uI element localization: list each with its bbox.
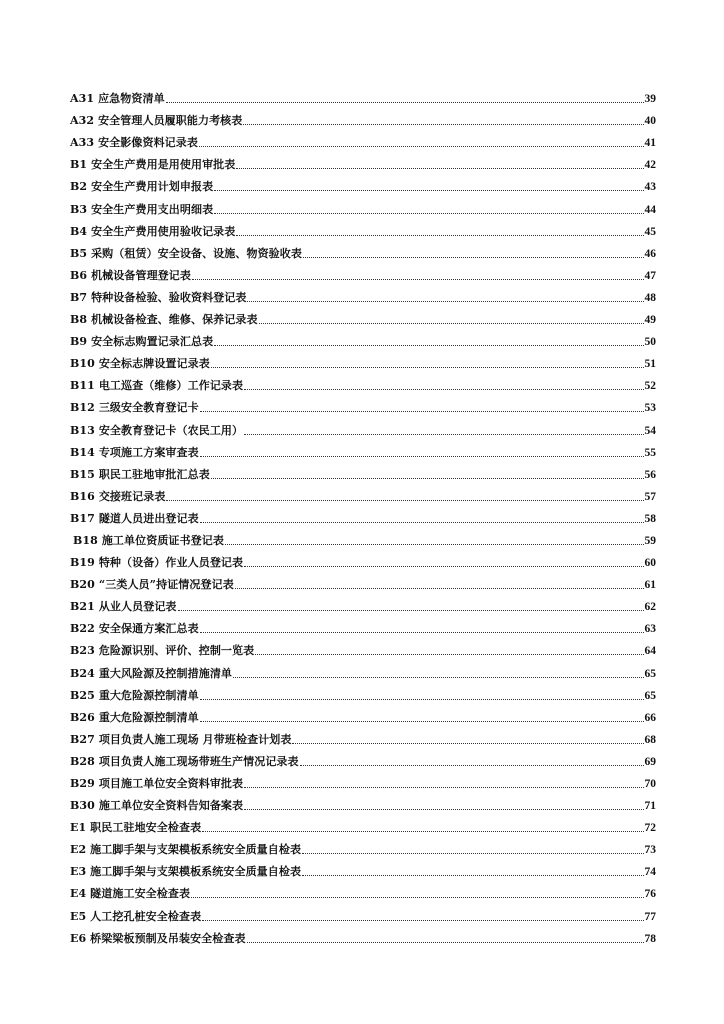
toc-dot-leader (233, 676, 643, 678)
toc-entry[interactable] (70, 924, 656, 946)
toc-dot-leader (200, 410, 644, 412)
toc-dot-leader (236, 167, 643, 169)
toc-dot-leader (211, 366, 644, 368)
toc-dot-leader (166, 499, 643, 501)
toc-entry[interactable] (70, 305, 656, 327)
toc-entry-title: B29 项目施工单位安全资料审批表 (70, 777, 244, 790)
toc-entry-title: B3 安全生产费用支出明细表 (70, 202, 214, 216)
toc-entry-page: 49 (644, 314, 656, 327)
toc-entry-title: B28 项目负责人施工现场带班生产情况记录表 (70, 754, 299, 768)
toc-entry-page: 70 (644, 778, 656, 790)
toc-entry-page: 76 (644, 888, 656, 901)
toc-dot-leader (200, 631, 644, 633)
toc-entry-page: 68 (644, 733, 656, 746)
toc-entry[interactable] (70, 548, 656, 570)
toc-entry[interactable] (70, 438, 656, 460)
toc-entry[interactable] (70, 857, 656, 879)
toc-entry[interactable] (70, 415, 656, 437)
toc-entry[interactable] (70, 835, 656, 857)
toc-entry[interactable] (70, 681, 656, 703)
toc-dot-leader (302, 852, 643, 854)
toc-entry-page: 78 (644, 932, 656, 945)
toc-dot-leader (200, 720, 644, 722)
toc-dot-leader (200, 521, 644, 523)
toc-dot-leader (178, 609, 644, 611)
toc-entry-page: 47 (644, 269, 656, 282)
toc-dot-leader (259, 322, 644, 324)
toc-dot-leader (244, 808, 643, 810)
toc-entry[interactable] (70, 703, 656, 725)
toc-entry[interactable] (70, 747, 656, 769)
toc-entry[interactable] (70, 217, 656, 239)
toc-dot-leader (202, 919, 643, 921)
toc-dot-leader (236, 234, 643, 236)
toc-entry-title: A33 安全影像资料记录表 (70, 136, 198, 150)
toc-entry[interactable] (70, 658, 656, 680)
toc-entry-page: 65 (644, 667, 656, 680)
toc-entry-page: 74 (644, 866, 656, 879)
toc-entry-page: 57 (644, 490, 656, 503)
toc-dot-leader (244, 786, 643, 788)
toc-entry-page: 63 (644, 623, 656, 636)
toc-entry-title: E4 隧道施工安全检查表 (70, 887, 191, 901)
toc-entry-title: E6 桥梁梁板预制及吊装安全检查表 (70, 931, 246, 945)
toc-entry-title: B7 特种设备检验、验收资料登记表 (70, 290, 247, 304)
toc-dot-leader (303, 256, 644, 258)
toc-entry-page: 58 (644, 512, 656, 525)
toc-dot-leader (200, 698, 644, 700)
toc-entry-title: B19 特种（设备）作业人员登记表 (70, 556, 244, 570)
toc-entry[interactable] (70, 879, 656, 901)
toc-entry-title: B22 安全保通方案汇总表 (70, 622, 199, 636)
toc-entry-title: B17 隧道人员进出登记表 (70, 511, 199, 525)
toc-entry-title: B2 安全生产费用计划申报表 (70, 180, 214, 194)
toc-entry-page: 62 (644, 601, 656, 614)
toc-dot-leader (243, 123, 643, 125)
toc-entry-page: 54 (644, 424, 656, 437)
toc-entry-title: E2 施工脚手架与支架模板系统安全质量自检表 (70, 843, 302, 857)
toc-entry-title: B25 重大危险源控制清单 (70, 688, 199, 702)
toc-entry-title: B15 职民工驻地审批汇总表 (70, 467, 210, 481)
toc-dot-leader (214, 212, 643, 214)
toc-entry-page: 44 (644, 203, 656, 216)
toc-entry-page: 59 (644, 534, 656, 547)
toc-dot-leader (214, 189, 643, 191)
toc-entry-page: 42 (644, 159, 656, 172)
toc-entry-page: 72 (644, 822, 656, 835)
toc-entry-page: 73 (644, 844, 656, 857)
table-of-contents (70, 84, 656, 946)
toc-dot-leader (191, 896, 643, 898)
toc-entry-page: 39 (644, 93, 656, 106)
toc-entry-title: E5 人工挖孔桩安全检查表 (70, 909, 202, 923)
toc-entry-title: B18 施工单位资质证书登记表 (73, 533, 224, 547)
toc-entry-page: 41 (644, 137, 656, 150)
toc-dot-leader (166, 101, 644, 103)
toc-entry-title: B16 交接班记录表 (70, 489, 166, 503)
toc-entry[interactable] (70, 239, 656, 261)
toc-entry-title: E1 职民工驻地安全检查表 (70, 821, 202, 835)
toc-entry-title: B20 “三类人员”持证情况登记表 (70, 578, 234, 592)
toc-entry-title: B4 安全生产费用使用验收记录表 (70, 224, 236, 238)
toc-entry-page: 50 (644, 336, 656, 349)
toc-entry-page: 61 (644, 579, 656, 592)
toc-dot-leader (244, 565, 643, 567)
toc-entry[interactable] (70, 172, 656, 194)
toc-entry[interactable] (70, 283, 656, 305)
toc-entry[interactable] (70, 725, 656, 747)
toc-dot-leader (235, 587, 644, 589)
toc-entry[interactable] (70, 371, 656, 393)
toc-entry-title: B12 三级安全教育登记卡 (70, 401, 199, 415)
toc-entry-page: 55 (644, 446, 656, 459)
toc-dot-leader (214, 344, 643, 346)
toc-dot-leader (199, 145, 644, 147)
toc-entry[interactable] (70, 570, 656, 592)
toc-entry[interactable] (70, 636, 656, 658)
toc-entry[interactable] (70, 526, 656, 548)
toc-entry-title: B6 机械设备管理登记表 (70, 268, 191, 282)
toc-entry-title: B26 重大危险源控制清单 (70, 710, 199, 724)
toc-dot-leader (247, 941, 644, 943)
toc-entry-title: B9 安全标志购置记录汇总表 (70, 335, 214, 349)
toc-entry-title: B8 机械设备检查、维修、保养记录表 (70, 313, 258, 327)
toc-entry-page: 64 (644, 645, 656, 658)
toc-entry-title: B13 安全教育登记卡（农民工用） (70, 423, 244, 437)
toc-entry[interactable] (70, 194, 656, 216)
toc-entry[interactable] (70, 614, 656, 636)
toc-entry[interactable] (70, 813, 656, 835)
toc-entry-page: 71 (644, 800, 656, 813)
toc-entry[interactable] (70, 327, 656, 349)
toc-entry-title: B21 从业人员登记表 (70, 600, 177, 614)
toc-entry-page: 48 (644, 291, 656, 304)
toc-entry[interactable] (70, 128, 656, 150)
toc-entry-title: E3 施工脚手架与支架模板系统安全质量自检表 (70, 865, 302, 879)
toc-entry-title: B1 安全生产费用是用使用审批表 (70, 158, 236, 172)
toc-entry-title: A32 安全管理人员履职能力考核表 (70, 114, 243, 128)
toc-dot-leader (244, 433, 643, 435)
toc-entry-page: 45 (644, 225, 656, 238)
toc-entry[interactable] (70, 84, 656, 106)
toc-entry-title: B30 施工单位安全资料告知备案表 (70, 799, 244, 813)
toc-entry-page: 53 (644, 402, 656, 415)
toc-entry-title: B27 项目负责人施工现场 月带班检查计划表 (70, 732, 292, 746)
toc-entry[interactable] (70, 261, 656, 283)
toc-entry-page: 52 (644, 380, 656, 393)
toc-entry[interactable] (70, 106, 656, 128)
toc-entry-page: 40 (644, 115, 656, 128)
toc-entry-page: 51 (644, 358, 656, 371)
toc-entry[interactable] (70, 349, 656, 371)
toc-entry[interactable] (70, 592, 656, 614)
toc-dot-leader (255, 653, 643, 655)
toc-entry-page: 66 (644, 711, 656, 724)
toc-entry[interactable] (70, 482, 656, 504)
toc-entry-page: 56 (644, 468, 656, 481)
toc-dot-leader (202, 830, 643, 832)
toc-dot-leader (302, 874, 643, 876)
toc-entry-title: B11 电工巡查（维修）工作记录表 (70, 379, 244, 393)
toc-entry[interactable] (70, 393, 656, 415)
toc-entry-page: 65 (644, 689, 656, 702)
toc-dot-leader (244, 388, 643, 390)
toc-dot-leader (247, 300, 643, 302)
toc-entry-page: 77 (644, 910, 656, 923)
toc-entry-page: 46 (644, 247, 656, 260)
toc-entry-title: B23 危险源识别、评价、控制一览表 (70, 644, 255, 658)
toc-dot-leader (211, 477, 644, 479)
toc-entry-page: 69 (644, 755, 656, 768)
toc-dot-leader (225, 543, 644, 545)
toc-entry-title: A31 应急物资清单 (70, 92, 165, 106)
toc-entry[interactable] (70, 769, 656, 791)
toc-dot-leader (300, 764, 644, 766)
toc-dot-leader (292, 742, 643, 744)
toc-entry-title: B10 安全标志牌设置记录表 (70, 357, 210, 371)
toc-entry-page: 43 (644, 181, 656, 194)
toc-entry-page: 60 (644, 557, 656, 570)
toc-entry-title: B5 采购（租赁）安全设备、设施、物资验收表 (70, 246, 302, 260)
toc-entry[interactable] (70, 460, 656, 482)
toc-entry-title: B24 重大风险源及控制措施清单 (70, 666, 233, 680)
toc-dot-leader (200, 455, 644, 457)
toc-entry[interactable] (70, 901, 656, 923)
toc-entry[interactable] (70, 150, 656, 172)
toc-entry[interactable] (70, 791, 656, 813)
toc-entry[interactable] (70, 504, 656, 526)
toc-dot-leader (192, 278, 644, 280)
toc-entry-title: B14 专项施工方案审查表 (70, 445, 199, 459)
